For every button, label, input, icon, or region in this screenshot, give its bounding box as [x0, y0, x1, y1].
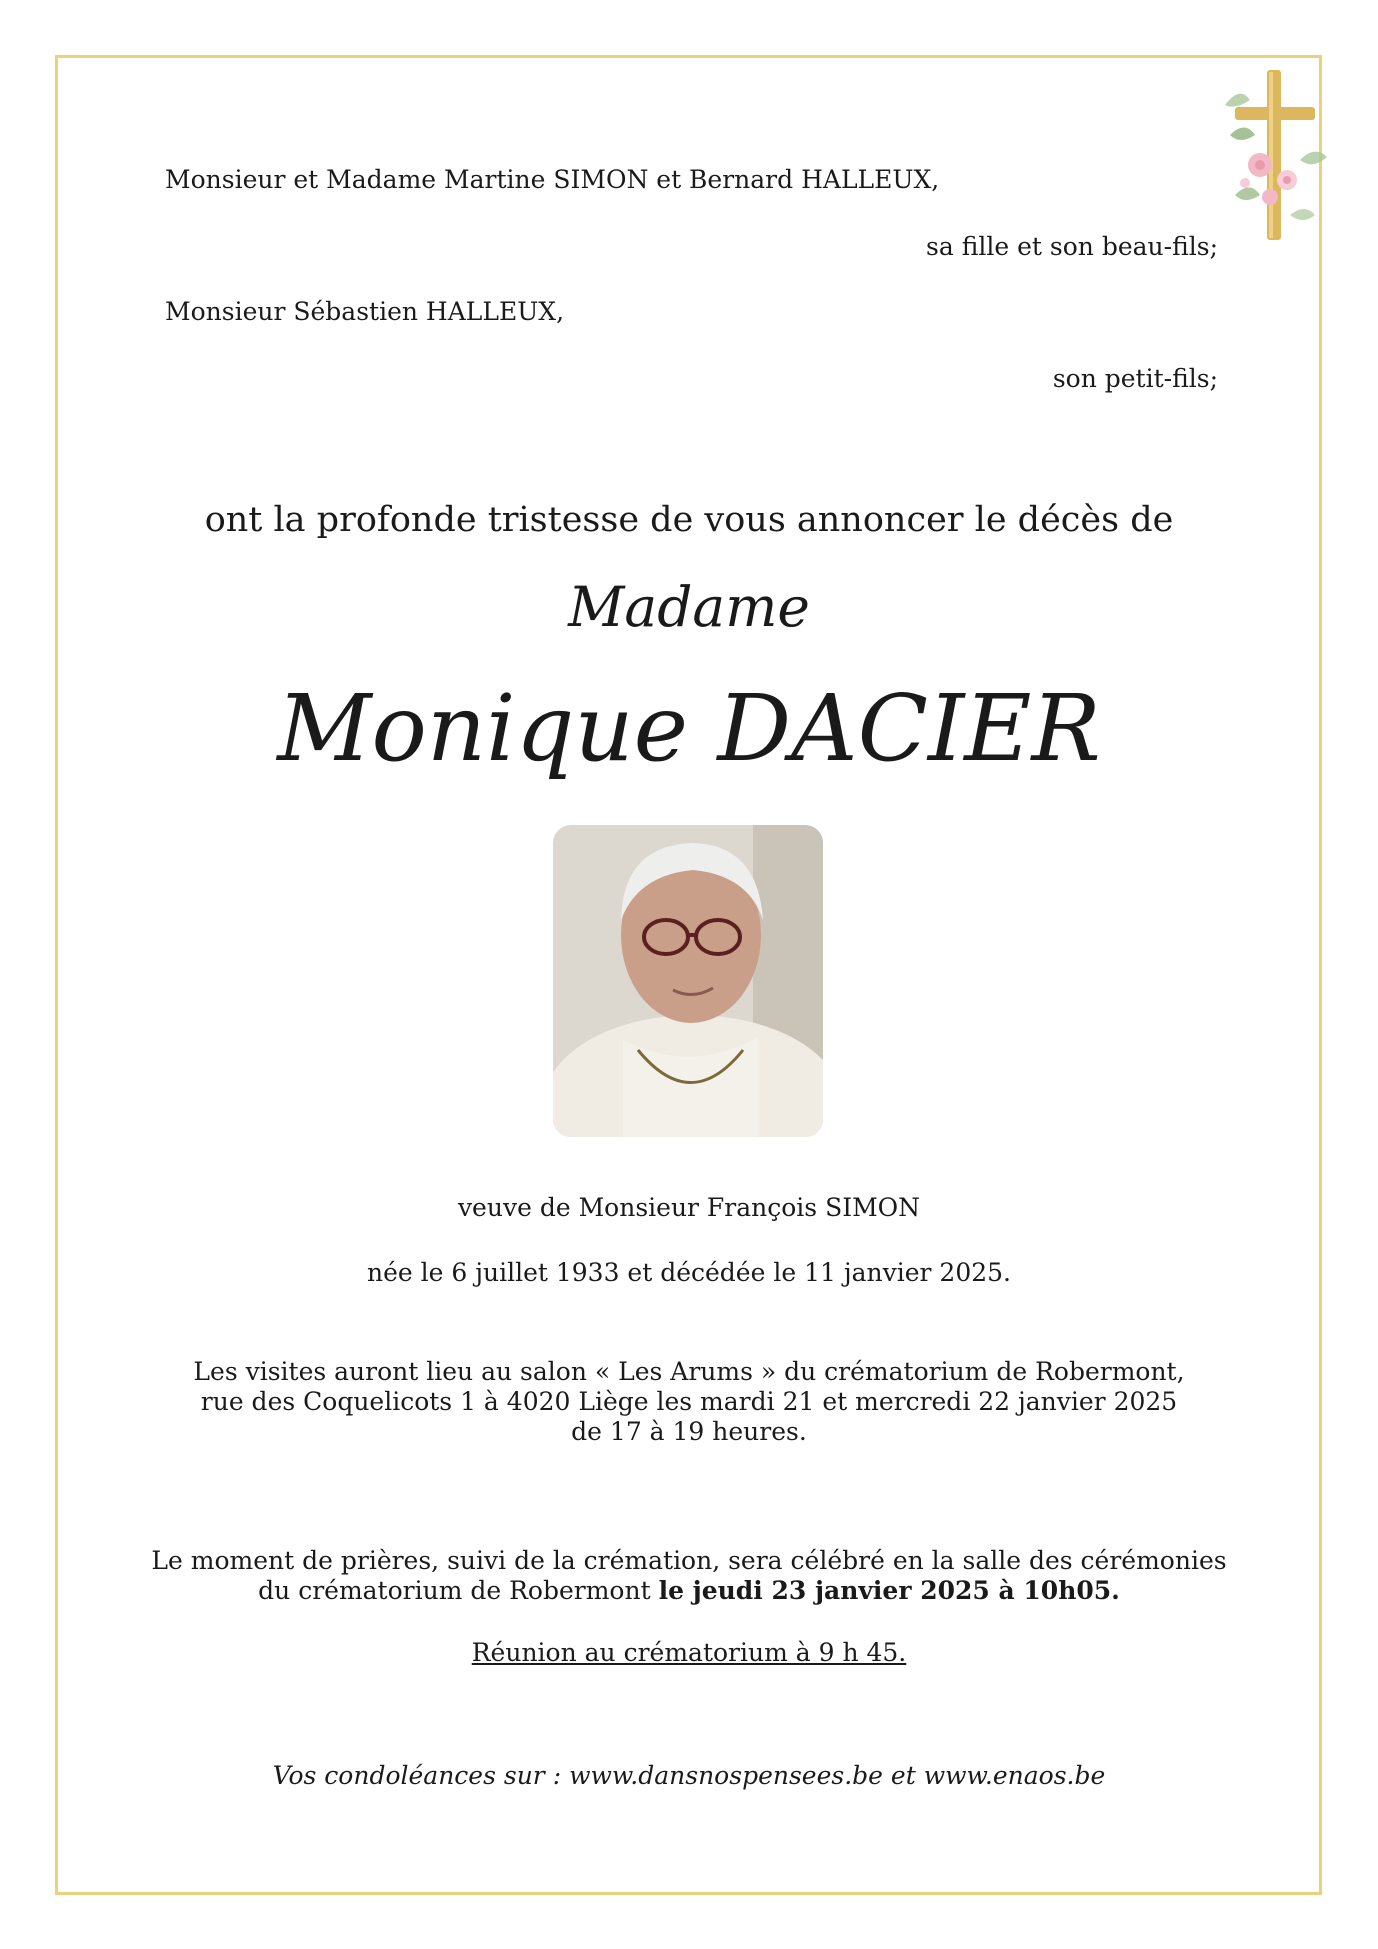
family-relation-2: son petit-fils;	[1052, 364, 1218, 393]
birth-death-dates: née le 6 juillet 1933 et décédée le 11 janvier 2025.	[367, 1258, 1011, 1287]
visits-line-1: Les visites auront lieu au salon « Les Arums » du crématorium de Robermont,	[193, 1357, 1185, 1386]
family-line-2: Monsieur Sébastien HALLEUX,	[165, 297, 565, 326]
announcement-text: ont la profonde tristesse de vous annoncer le décès de	[204, 500, 1174, 540]
meeting-line	[100, 1638, 1278, 1668]
condolences-text: Vos condoléances sur : www.dansnospensees.be et www.enaos.be	[272, 1761, 1106, 1790]
widow-of-text: veuve de Monsieur François SIMON	[457, 1193, 921, 1222]
deceased-title: Madame	[568, 575, 810, 639]
visits-line-2: rue des Coquelicots 1 à 4020 Liège les mardi 21 et mercredi 22 janvier 2025	[200, 1387, 1178, 1416]
ceremony-place: du crématorium de Robermont	[258, 1576, 659, 1605]
deceased-name: Monique DACIER	[277, 675, 1101, 782]
ceremony-line-2	[100, 1576, 1278, 1606]
family-relation-1: sa fille et son beau-fils;	[926, 232, 1218, 261]
visits-line-3: de 17 à 19 heures.	[571, 1417, 807, 1446]
meeting-text: Réunion au crématorium à 9 h 45.	[471, 1638, 907, 1667]
ceremony-datetime: le jeudi 23 janvier 2025 à 10h05.	[658, 1576, 1120, 1605]
ceremony-line-1: Le moment de prières, suivi de la crémation, sera célébré en la salle des cérémonies	[151, 1546, 1227, 1575]
floral-cross-icon	[1215, 65, 1333, 245]
portrait-photo	[553, 825, 823, 1137]
family-line-1: Monsieur et Madame Martine SIMON et Bernard HALLEUX,	[165, 165, 940, 194]
